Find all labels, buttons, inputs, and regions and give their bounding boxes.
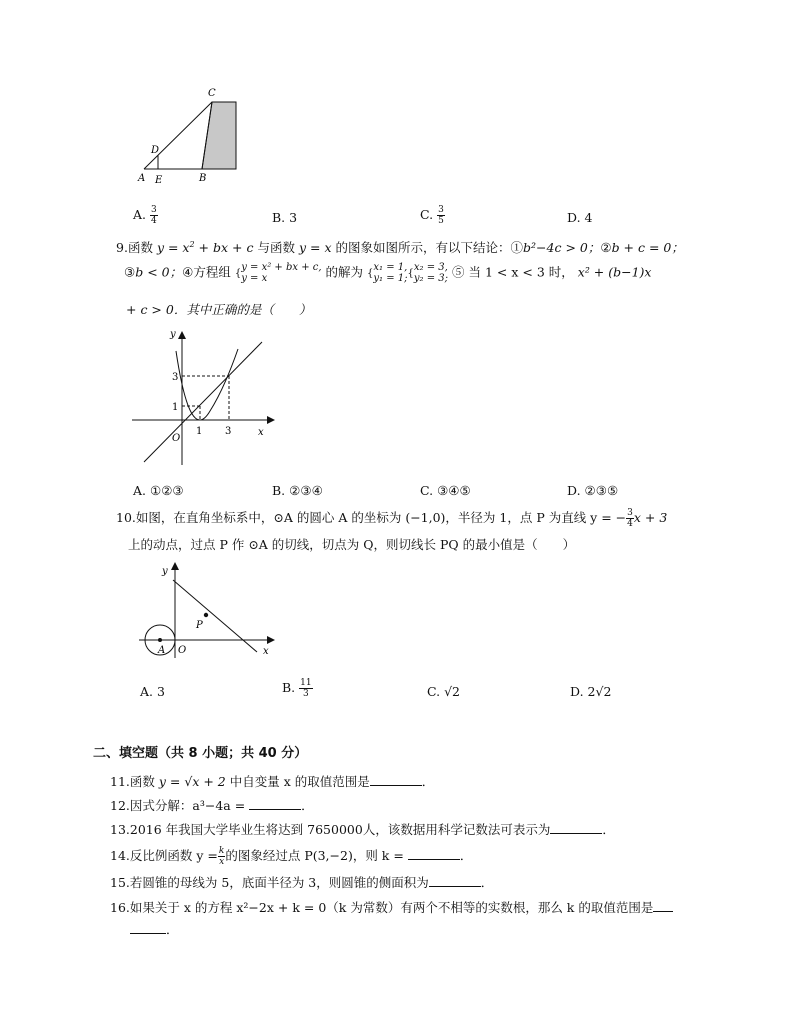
answer-blank[interactable] bbox=[408, 847, 460, 860]
fill-item-13: 13.2016 年我国大学毕业生将达到 7650000人，该数据用科学记数法可表示为 ． bbox=[110, 822, 615, 837]
answer-blank[interactable] bbox=[429, 874, 481, 887]
answer-blank[interactable] bbox=[370, 773, 422, 786]
label-a: A bbox=[158, 645, 166, 656]
answer-blank[interactable] bbox=[550, 821, 602, 834]
center-a bbox=[158, 638, 162, 642]
q9-line1: 9.函数 $y = x^2$ + bx + c 与函数 y = x 的图象如图所示，有以下结论：①b²−4c > 0；②b + c = 0； bbox=[116, 239, 684, 255]
hypotenuse-ac bbox=[144, 102, 212, 169]
label-b: B bbox=[199, 173, 207, 184]
label-origin: O bbox=[178, 645, 187, 656]
q8-figure bbox=[130, 82, 250, 187]
label-x: x bbox=[263, 646, 269, 657]
q9-line3: + c > 0．其中正确的是（ ） bbox=[126, 302, 312, 317]
line-p bbox=[173, 580, 257, 652]
label-e: E bbox=[155, 175, 163, 186]
q9-graph bbox=[128, 325, 278, 470]
fill-item-14: 14.反比例函数 y = $\frac{k}{x}$ 的图象经过点 P(3,−2)，则 k = ． bbox=[110, 846, 473, 867]
line-y-equals-x bbox=[144, 342, 262, 462]
fill-item-16-cont: ． bbox=[130, 920, 179, 938]
q8-option-b[interactable]: B. 3 bbox=[272, 210, 298, 225]
q9-option-d[interactable]: D. ②③⑤ bbox=[567, 483, 619, 498]
label-x: x bbox=[258, 427, 264, 438]
q10-graph bbox=[135, 560, 280, 660]
point-p bbox=[204, 613, 208, 617]
fill-item-15: 15.若圆锥的母线为 5，底面半径为 3，则圆锥的侧面积为 ． bbox=[110, 875, 494, 890]
q9-option-c[interactable]: C. ③④⑤ bbox=[420, 483, 471, 498]
tick-x-3: 3 bbox=[225, 426, 232, 437]
q8-option-d[interactable]: D. 4 bbox=[567, 210, 593, 225]
q8-option-a[interactable]: A. $\frac{3}{4}$ bbox=[133, 205, 157, 226]
tick-x-1: 1 bbox=[196, 426, 203, 437]
q10-option-b[interactable]: B. $\frac{11}{3}$ bbox=[282, 678, 312, 699]
q10-option-d[interactable]: D. 2√2 bbox=[570, 684, 612, 699]
label-origin: O bbox=[172, 433, 181, 444]
q9-line2: ③b < 0；④方程组 { y = x² + bx + c, y = x 的解为 { x₁ = 1, y₁ = 1; { x₂ = 3, y₂ = 3; ⑤ 当 1 < x < 3 时， x² + (b−1)x bbox=[124, 262, 652, 284]
tick-y-3: 3 bbox=[172, 372, 179, 383]
q9-option-a[interactable]: A. ①②③ bbox=[133, 483, 184, 498]
answer-blank[interactable] bbox=[249, 797, 301, 810]
q10-option-c[interactable]: C. √2 bbox=[427, 684, 460, 699]
q10-line1: 10.如图，在直角坐标系中，⊙A 的圆心 A 的坐标为 (−1,0)，半径为 1，点 P 为直线 y = − $\frac{3}{4}$ x + 3 bbox=[116, 508, 668, 529]
fill-item-11: 11.函数 y = √x + 2 中自变量 x 的取值范围是 ． bbox=[110, 774, 435, 789]
parabola bbox=[176, 349, 238, 420]
tick-y-1: 1 bbox=[172, 402, 179, 413]
section-title-fill-in: 二、填空题（共 8 小题；共 40 分） bbox=[93, 746, 308, 761]
label-a: A bbox=[138, 173, 146, 184]
label-d: D bbox=[151, 145, 160, 156]
answer-blank-cont[interactable] bbox=[130, 921, 166, 934]
fill-item-12: 12.因式分解：a³−4a = ． bbox=[110, 798, 314, 813]
q9-option-b[interactable]: B. ②③④ bbox=[272, 483, 323, 498]
label-y: y bbox=[170, 329, 176, 340]
q8-option-c[interactable]: C. $\frac{3}{5}$ bbox=[420, 205, 444, 226]
q10-option-a[interactable]: A. 3 bbox=[140, 684, 165, 699]
label-c: C bbox=[208, 88, 216, 99]
label-p: P bbox=[196, 620, 203, 631]
fill-item-16: 16.如果关于 x 的方程 x²−2x + k = 0（k 为常数）有两个不相等的实数根，那么 k 的取值范围是 bbox=[110, 898, 673, 916]
label-y: y bbox=[162, 566, 168, 577]
answer-blank[interactable] bbox=[653, 899, 673, 912]
q10-line2: 上的动点，过点 P 作 ⊙A 的切线，切点为 Q，则切线长 PQ 的最小值是（ ） bbox=[128, 537, 576, 552]
